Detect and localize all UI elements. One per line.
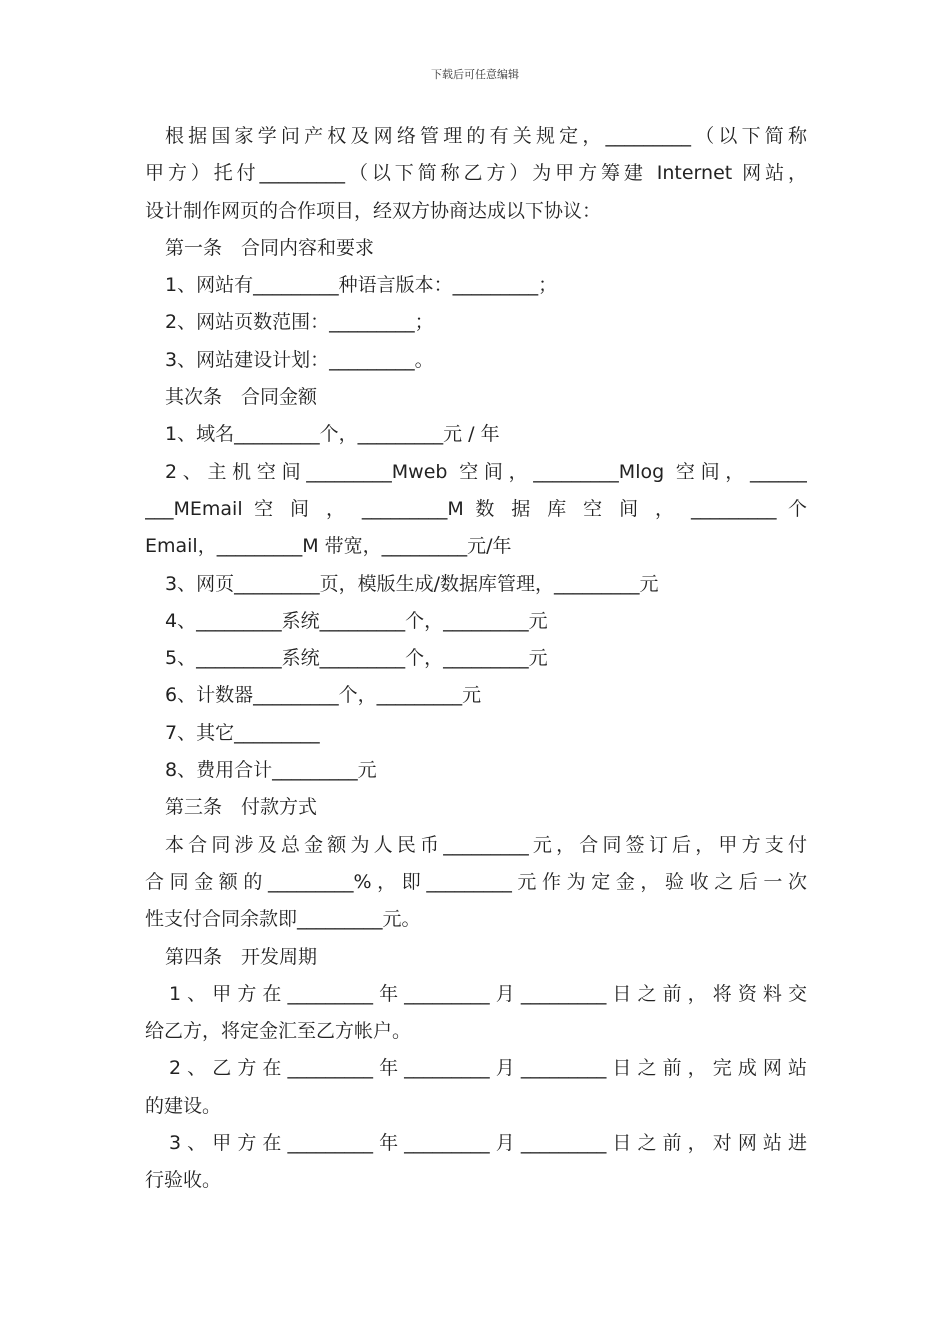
- article-3-text-1: 本合同涉及总金额为人民币_________元，合同签订后，甲方支付: [165, 833, 807, 856]
- article-1-heading: 第一条 合同内容和要求: [165, 236, 375, 259]
- article-4-item-3-cont: 行验收。: [145, 1169, 222, 1192]
- article-4-item-2: 2、乙方在_________年_________月_________日之前，完成网站: [169, 1057, 807, 1080]
- article-3-text-2: 合同金额的_________%，即_________元作为定金，验收之后一次: [145, 870, 807, 893]
- article-4-item-3: 3、甲方在_________年_________月_________日之前，对网站进: [169, 1132, 807, 1155]
- article-4-item-2-cont: 的建设。: [145, 1094, 222, 1117]
- article-4-item-1-cont: 给乙方，将定金汇至乙方帐户。: [145, 1020, 412, 1043]
- article-2-item-2: 2、主机空间_________Mweb 空间，_________Mlog 空间，______: [165, 460, 807, 483]
- article-4-heading: 第四条 开发周期: [165, 945, 318, 968]
- article-2-item-7: 7、其它_________: [165, 721, 320, 744]
- article-2-item-6: 6、计数器_________个，_________元: [165, 684, 482, 707]
- article-4-item-1: 1、甲方在_________年_________月_________日之前，将资料交: [169, 982, 807, 1005]
- article-2-item-3: 3、网页_________页，模版生成/数据库管理，_________元: [165, 572, 659, 595]
- article-3-text-3: 性支付合同余款即_________元。: [145, 908, 421, 931]
- page-header: 下载后可任意编辑: [431, 68, 519, 81]
- intro-line-2: 甲方）托付_________（以下简称乙方）为甲方筹建 Internet 网站，: [145, 162, 807, 185]
- article-1-item-1: 1、网站有_________种语言版本：_________；: [165, 274, 558, 297]
- article-2-item-2-end: Email，_________M 带宽，_________元/年: [145, 535, 512, 558]
- article-1-item-3: 3、网站建设计划：_________。: [165, 348, 434, 371]
- article-3-heading: 第三条 付款方式: [165, 796, 318, 819]
- intro-line-1: 根据国家学问产权及网络管理的有关规定，_________（以下简称: [165, 125, 807, 147]
- article-2-item-2-cont: ___MEmail 空 间 ， _________M 数 据 库 空 间 ， _________ 个: [145, 497, 807, 520]
- article-2-heading: 其次条 合同金额: [165, 386, 318, 409]
- article-2-item-1: 1、域名_________个，_________元 / 年: [165, 423, 500, 446]
- intro-line-3: 设计制作网页的合作项目，经双方协商达成以下协议：: [145, 199, 602, 222]
- document-body: [145, 118, 807, 1200]
- article-2-item-8: 8、费用合计_________元: [165, 759, 377, 782]
- article-2-item-4: 4、_________系统_________个，_________元: [165, 609, 548, 632]
- article-2-item-5: 5、_________系统_________个，_________元: [165, 647, 548, 670]
- article-1-item-2: 2、网站页数范围：_________；: [165, 311, 434, 334]
